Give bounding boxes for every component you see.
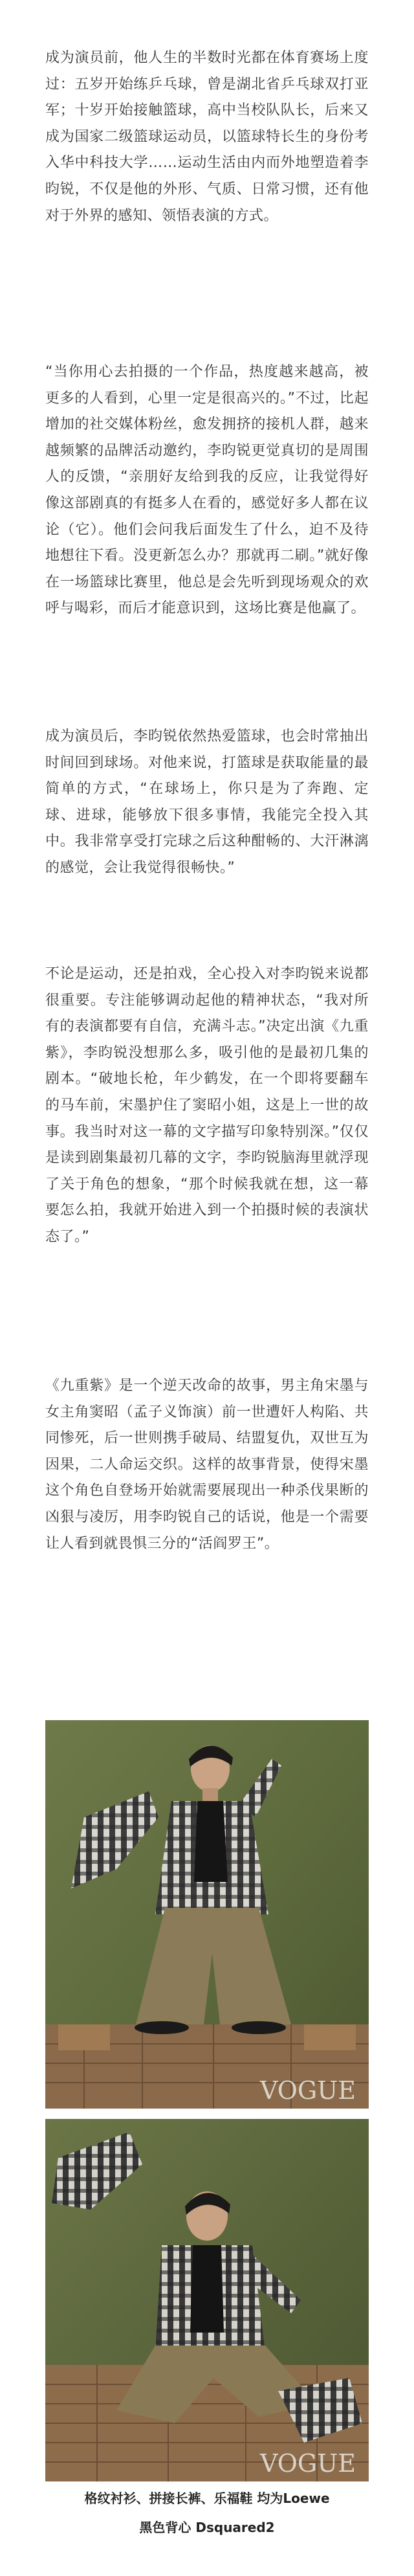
photo-1-watermark: VOGUE <box>259 2076 356 2105</box>
photo-caption-1: 格纹衬衫、拼接长裤、乐福鞋 均为Loewe <box>84 2491 330 2506</box>
fashion-photo-1 <box>45 1720 369 2109</box>
article-paragraph-5: 《九重紫》是一个逆天改命的故事，男主角宋墨与女主角窦昭（孟子义饰演）前一世遭奸人构陷、共同惨死，后一世则携手破局、结盟复仇，双世互为因果，二人命运交织。这样的故事背景，使得宋墨这个角色自登场开始就需要展现出一种杀伐果断的凶狠与凌厉，用李昀锐自己的话说，他是一个需要让人看到就畏惧三分的“活阎罗王”。 <box>45 1378 369 1552</box>
article-paragraph-4: 不论是运动，还是拍戏，全心投入对李昀锐来说都很重要。专注能够调动起他的精神状态，“我对所有的表演都要有自信，充满斗志。”决定出演《九重紫》，李昀锐没想那么多，吸引他的是最初几集的剧本。“破地长枪，年少鹤发，在一个即将要翻车的马车前，宋墨护住了窦昭小姐，这是上一世的故事。我当时对这一幕的文字描写印象特别深。”仅仅是读到剧集最初几幕的文字，李昀锐脑海里就浮现了关于角色的想象，“那个时候我就在想，这一幕要怎么拍，我就开始进入到一个拍摄时候的表演状态了。” <box>45 966 369 1245</box>
article-paragraph-2: “当你用心去拍摄的一个作品，热度越来越高，被更多的人看到，心里一定是很高兴的。”不过，比起增加的社交媒体粉丝，愈发拥挤的接机人群，越来越频繁的品牌活动邀约，李昀锐更觉真切的是周围人的反馈，“亲朋好友给到我的反应，让我觉得好像这部剧真的有挺多人在看的，感觉好多人都在议论（它）。他们会问我后面发生了什么，迫不及待地想往下看。没更新怎么办？那就再二刷。”就好像在一场篮球比赛里，他总是会先听到现场观众的欢呼与喝彩，而后才能意识到，这场比赛是他赢了。 <box>45 364 369 617</box>
fashion-photo-2 <box>45 2119 369 2481</box>
photo-1-illustration <box>45 1720 369 2109</box>
article-paragraph-1: 成为演员前，他人生的半数时光都在体育赛场上度过：五岁开始练乒乓球，曾是湖北省乒乓球双打亚军；十岁开始接触篮球，高中当校队队长，后来又成为国家二级篮球运动员，以篮球特长生的身份考入华中科技大学……运动生活由内而外地塑造着李昀锐，不仅是他的外形、气质、日常习惯，还有他对于外界的感知、领悟表演的方式。 <box>45 50 369 224</box>
article-paragraph-3: 成为演员后，李昀锐依然热爱篮球，也会时常抽出时间回到球场。对他来说，打篮球是获取能量的最简单的方式，“在球场上，你只是为了奔跑、定球、进球，能够放下很多事情，我能完全投入其中。我非常享受打完球之后这种酣畅的、大汗淋漓的感觉，会让我觉得很畅快。” <box>45 728 369 876</box>
photo-2-watermark: VOGUE <box>259 2449 356 2478</box>
photo-2-illustration <box>45 2119 369 2481</box>
photo-caption-2: 黑色背心 Dsquared2 <box>139 2520 275 2535</box>
